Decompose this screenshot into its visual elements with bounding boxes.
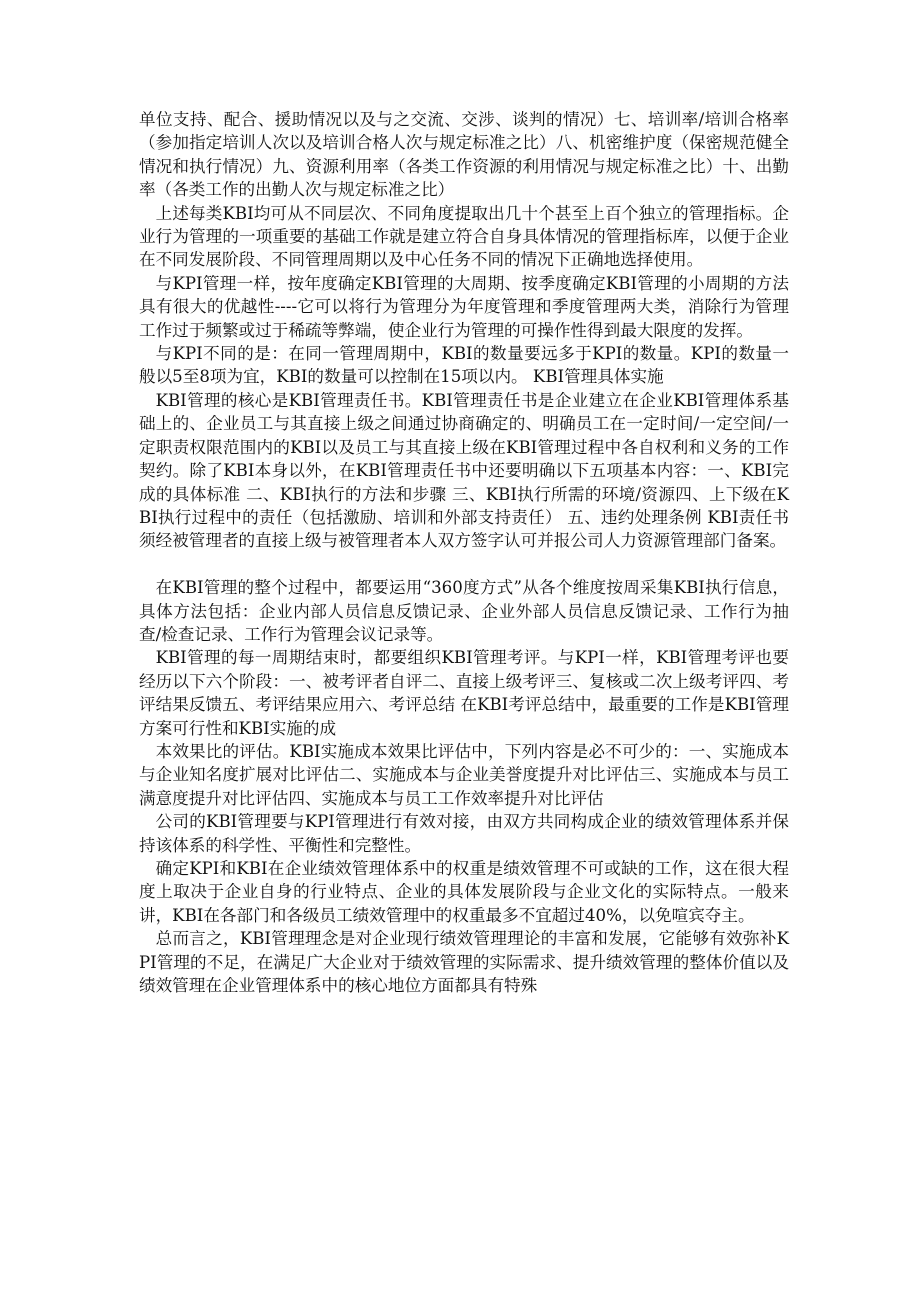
paragraph-training-metrics: 单位支持、配合、援助情况以及与之交流、交涉、谈判的情况）七、培训率/培训合格率（参加指定培训人次以及培训合格人次与规定标准之比）八、机密维护度（保密规范健全情况和执行情况）九、资源利用率（各类工作资源的利用情况与规定标准之比）十、出勤率（各类工作的出勤人次与规定标准之比） bbox=[139, 110, 789, 200]
paragraph-360-feedback: 在KBI管理的整个过程中，都要运用“360度方式”从各个维度按周采集KBI执行信息，具体方法包括：企业内部人员信息反馈记录、企业外部人员信息反馈记录、工作行为抽查/检查记录、工作行为管理会议记录等。 bbox=[139, 578, 789, 644]
paragraph-conclusion: 总而言之，KBI管理理念是对企业现行绩效管理理论的丰富和发展，它能够有效弥补KPI管理的不足，在满足广大企业对于绩效管理的实际需求、提升绩效管理的整体价值以及绩效管理在企业管理体系中的核心地位方面都具有特殊 bbox=[139, 929, 789, 996]
document-body bbox=[139, 108, 789, 997]
paragraph-spacer bbox=[139, 553, 789, 576]
paragraph-kpi-integration: 公司的KBI管理要与KPI管理进行有效对接，由双方共同构成企业的绩效管理体系并保持该体系的科学性、平衡性和完整性。 bbox=[139, 812, 789, 855]
paragraph-kbi-quantity: 与KPI不同的是：在同一管理周期中，KBI的数量要远多于KPI的数量。KPI的数量一般以5至8项为宜，KBI的数量可以控制在15项以内。 KBI管理具体实施 bbox=[139, 344, 789, 387]
paragraph-weighting: 确定KPI和KBI在企业绩效管理体系中的权重是绩效管理不可或缺的工作，这在很大程度上取决于企业自身的行业特点、企业的具体发展阶段与企业文化的实际特点。一般来讲，KBI在各部门和各级员工绩效管理中的权重最多不宜超过40%，以免喧宾夺主。 bbox=[139, 858, 789, 925]
paragraph-indicator-library: 上述每类KBI均可从不同层次、不同角度提取出几十个甚至上百个独立的管理指标。企业行为管理的一项重要的基础工作就是建立符合自身具体情况的管理指标库，以便于企业在不同发展阶段、不同管理周期以及中心任务不同的情况下正确地选择使用。 bbox=[139, 203, 789, 270]
paragraph-management-cycle: 与KPI管理一样，按年度确定KBI管理的大周期、按季度确定KBI管理的小周期的方法具有很大的优越性----它可以将行为管理分为年度管理和季度管理两大类，消除行为管理工作过于频繁或过于稀疏等弊端，使企业行为管理的可操作性得到最大限度的发挥。 bbox=[139, 273, 789, 340]
paragraph-responsibility-letter: KBI管理的核心是KBI管理责任书。KBI管理责任书是企业建立在企业KBI管理体系基础上的、企业员工与其直接上级之间通过协商确定的、明确员工在一定时间/一定空间/一定职责权限范围内的KBI以及员工与其直接上级在KBI管理过程中各自权利和义务的工作契约。除了KBI本身以外，在KBI管理责任书中还要明确以下五项基本内容：一、KBI完成的具体标准 二、KBI执行的方法和步骤 三、KBI执行所需的环境/资源四、上下级在KBI执行过程中的责任（包括激励、培训和外部支持责任） 五、违约处理条例 KBI责任书须经被管理者的直接上级与被管理者本人双方签字认可并报公司人力资源管理部门备案。 bbox=[139, 390, 789, 551]
paragraph-evaluation-stages: KBI管理的每一周期结束时，都要组织KBI管理考评。与KPI一样，KBI管理考评也要经历以下六个阶段：一、被考评者自评二、直接上级考评三、复核或二次上级考评四、考评结果反馈五、考评结果应用六、考评总结 在KBI考评总结中，最重要的工作是KBI管理方案可行性和KBI实施的成 bbox=[139, 648, 789, 738]
paragraph-cost-effectiveness: 本效果比的评估。KBI实施成本效果比评估中，下列内容是必不可少的：一、实施成本与企业知名度扩展对比评估二、实施成本与企业美誉度提升对比评估三、实施成本与员工满意度提升对比评估四、实施成本与员工工作效率提升对比评估 bbox=[139, 741, 789, 808]
